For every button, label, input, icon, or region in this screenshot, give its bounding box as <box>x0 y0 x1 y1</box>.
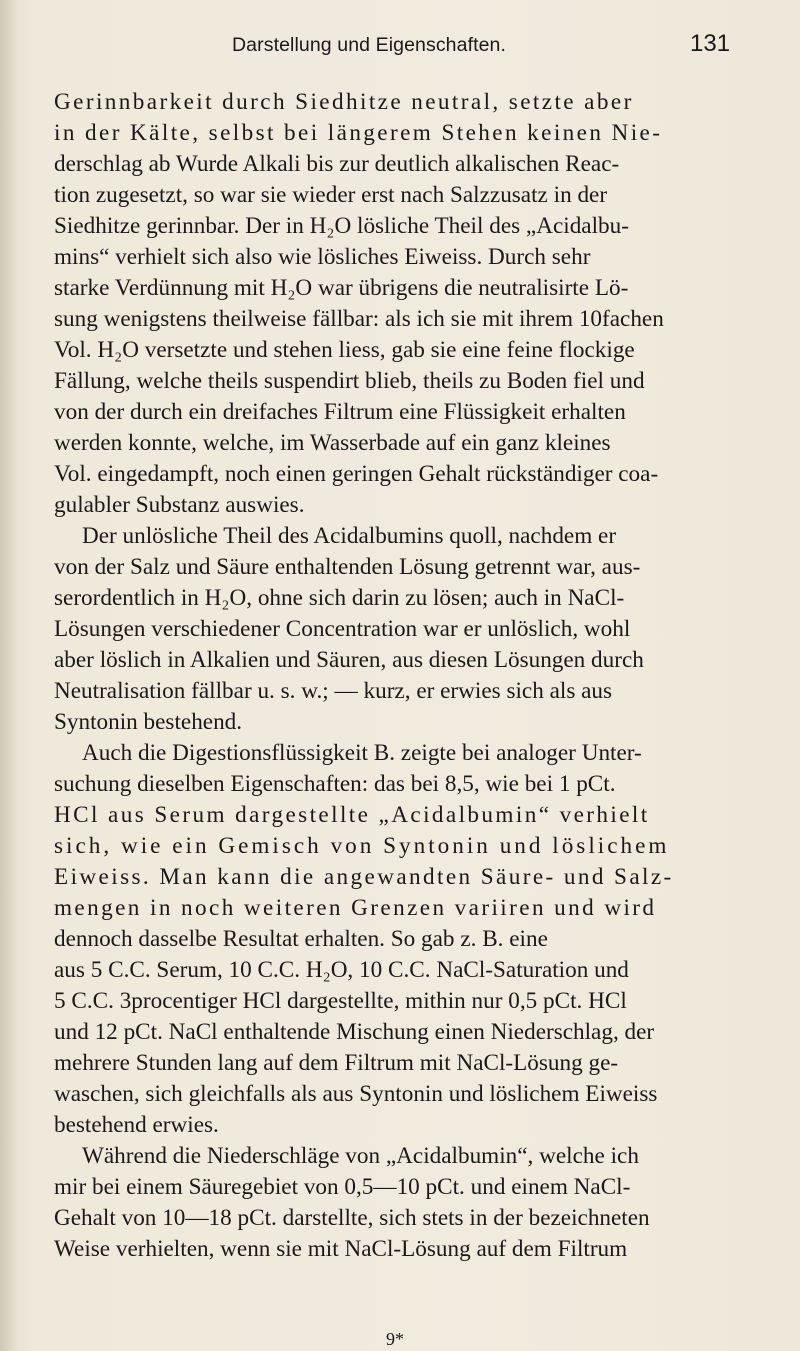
text-line: Lösungen verschiedener Concentration war er unlöslich, wohl <box>54 616 631 642</box>
text-line: tion zugesetzt, so war sie wieder erst nach Salzzusatz in der <box>54 182 608 208</box>
text-line: starke Verdünnung mit H₂O war übrigens die neutralisirte Lö- <box>54 275 629 301</box>
text-line: mengen in noch weiteren Grenzen variiren und wird <box>54 895 657 921</box>
page-binding-shadow <box>0 0 18 1351</box>
text-line: dennoch dasselbe Resultat erhalten. So gab z. B. eine <box>54 926 548 952</box>
text-line: Weise verhielten, wenn sie mit NaCl-Lösung auf dem Filtrum <box>54 1236 628 1262</box>
text-line: von der durch ein dreifaches Filtrum eine Flüssigkeit erhalten <box>54 399 626 425</box>
text-line: serordentlich in H₂O, ohne sich darin zu lösen; auch in NaCl- <box>54 585 625 611</box>
text-line: mehrere Stunden lang auf dem Filtrum mit NaCl-Lösung ge- <box>54 1050 619 1076</box>
text-line: Vol. H₂O versetzte und stehen liess, gab sie eine feine flockige <box>54 337 635 363</box>
text-line: suchung dieselben Eigenschaften: das bei 8,5, wie bei 1 pCt. <box>54 771 616 797</box>
text-line: werden konnte, welche, im Wasserbade auf ein ganz kleines <box>54 430 611 456</box>
text-line: in der Kälte, selbst bei längerem Stehen keinen Nie- <box>54 120 663 146</box>
text-line: Vol. eingedampft, noch einen geringen Gehalt rückständiger coa- <box>54 461 659 487</box>
text-line: 5 C.C. 3procentiger HCl dargestellte, mithin nur 0,5 pCt. HCl <box>54 988 627 1014</box>
running-head-title: Darstellung und Eigenschaften. <box>232 34 507 56</box>
text-line: und 12 pCt. NaCl enthaltende Mischung einen Niederschlag, der <box>54 1019 655 1045</box>
text-line: Auch die Digestionsflüssigkeit B. zeigte bei analoger Unter- <box>82 740 642 766</box>
text-line: mir bei einem Säuregebiet von 0,5—10 pCt. und einem NaCl- <box>54 1174 631 1200</box>
text-line: Der unlösliche Theil des Acidalbumins quoll, nachdem er <box>82 523 617 549</box>
text-line: von der Salz und Säure enthaltenden Lösung getrennt war, aus- <box>54 554 641 580</box>
text-line: mins“ verhielt sich also wie lösliches Eiweiss. Durch sehr <box>54 244 591 270</box>
text-line: HCl aus Serum dargestellte „Acidalbumin“ verhielt <box>54 802 650 828</box>
text-line: bestehend erwies. <box>54 1112 219 1138</box>
page-number: 131 <box>690 30 731 57</box>
text-line: Fällung, welche theils suspendirt blieb, theils zu Boden fiel und <box>54 368 645 394</box>
text-line: Siedhitze gerinnbar. Der in H₂O lösliche Theil des „Acidalbu- <box>54 213 629 239</box>
text-line: sung wenigstens theilweise fällbar: als ich sie mit ihrem 10fachen <box>54 306 664 332</box>
text-line: Neutralisation fällbar u. s. w.; — kurz, er erwies sich als aus <box>54 678 613 704</box>
signature-mark: 9* <box>386 1329 404 1349</box>
text-line: derschlag ab Wurde Alkali bis zur deutlich alkalischen Reac- <box>54 151 620 177</box>
text-line: waschen, sich gleichfalls als aus Syntonin und löslichem Eiweiss <box>54 1081 658 1107</box>
text-line: Während die Niederschläge von „Acidalbumin“, welche ich <box>82 1143 639 1169</box>
text-line: Gerinnbarkeit durch Siedhitze neutral, setzte aber <box>54 89 634 115</box>
text-line: aber löslich in Alkalien und Säuren, aus diesen Lösungen durch <box>54 647 644 673</box>
text-line: gulabler Substanz auswies. <box>54 492 305 518</box>
text-line: sich, wie ein Gemisch von Syntonin und löslichem <box>54 833 670 859</box>
text-line: aus 5 C.C. Serum, 10 C.C. H₂O, 10 C.C. NaCl-Saturation und <box>54 957 629 983</box>
text-line: Syntonin bestehend. <box>54 709 243 735</box>
text-line: Eiweiss. Man kann die angewandten Säure- und Salz- <box>54 864 674 890</box>
text-line: Gehalt von 10—18 pCt. darstellte, sich stets in der bezeichneten <box>54 1205 650 1231</box>
